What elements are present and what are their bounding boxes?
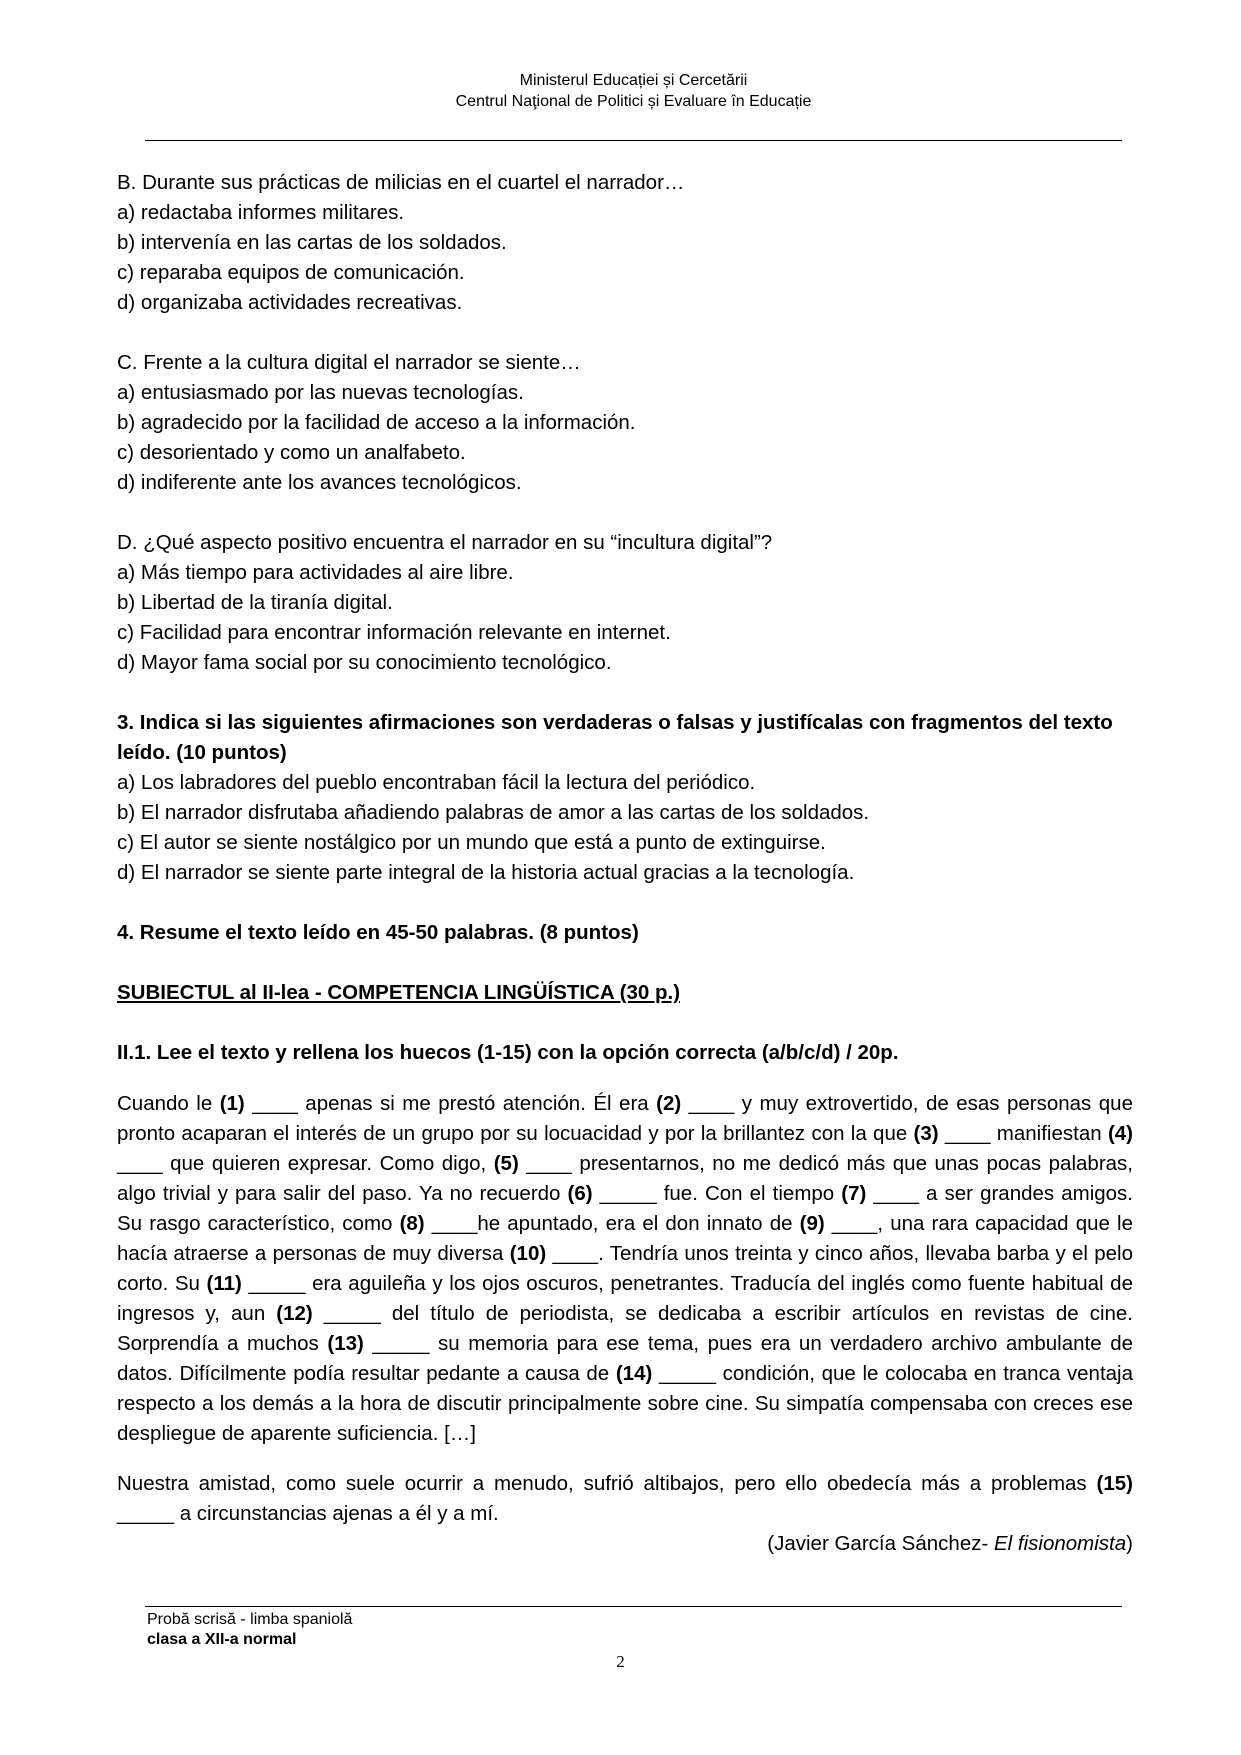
gap-number: (3) — [913, 1121, 939, 1145]
cloze-paragraph-1 — [117, 1089, 1133, 1449]
gap-number: (12) — [276, 1301, 313, 1325]
footer-divider — [145, 1606, 1122, 1607]
question-b-option-d: d) organizaba actividades recreativas. — [117, 291, 463, 314]
cloze-text: ____he apuntado, era el don innato de — [424, 1211, 800, 1235]
question-c-option-c: c) desorientado y como un analfabeto. — [117, 441, 466, 464]
exercise-3-title: 3. Indica si las siguientes afirmaciones son verdaderas o falsas y justifícalas con fragmentos del texto leído. (10 puntos) — [117, 711, 1113, 764]
question-b-option-b: b) intervenía en las cartas de los soldados. — [117, 231, 507, 254]
citation-work: El fisionomista — [994, 1532, 1127, 1555]
gap-number: (9) — [799, 1211, 825, 1235]
cloze-text: ____ que quieren expresar. Como digo, — [117, 1151, 494, 1175]
question-d-option-d: d) Mayor fama social por su conocimiento tecnológico. — [117, 651, 612, 674]
exercise-3-item-a: a) Los labradores del pueblo encontraban fácil la lectura del periódico. — [117, 771, 756, 794]
gap-number: (7) — [841, 1181, 867, 1205]
question-d-option-a: a) Más tiempo para actividades al aire libre. — [117, 561, 514, 584]
header-ministry: Ministerul Educației și Cercetării — [519, 72, 748, 89]
question-c-option-d: d) indiferente ante los avances tecnológicos. — [117, 471, 522, 494]
exercise-2-1 — [117, 1038, 1133, 1559]
cloze-text: ____ manifiestan — [938, 1121, 1108, 1145]
page-number: 2 — [616, 1652, 625, 1671]
gap-number: (14) — [615, 1361, 653, 1385]
exercise-3 — [117, 708, 1133, 888]
question-d-option-b: b) Libertad de la tiranía digital. — [117, 591, 393, 614]
gap-number: (4) — [1107, 1121, 1133, 1145]
cloze-text: Cuando le — [117, 1091, 220, 1115]
exercise-3-item-c: c) El autor se siente nostálgico por un mundo que está a punto de extinguirse. — [117, 831, 826, 854]
cloze-text: ____. Tendría unos treinta y cinco años, llevaba barba y el pelo corto. Su — [117, 1241, 1133, 1295]
exercise-2-1-title: II.1. Lee el texto y rellena los huecos (1-15) con la opción correcta (a/b/c/d) / 20p. — [117, 1041, 899, 1064]
question-c-option-a: a) entusiasmado por las nuevas tecnologías. — [117, 381, 524, 404]
cloze-text: ____ apenas si me prestó atención. Él era — [244, 1091, 657, 1115]
exercise-3-item-d: d) El narrador se siente parte integral de la historia actual gracias a la tecnología. — [117, 861, 855, 884]
cloze-text: ____ a ser grandes amigos. Su rasgo característico, como — [117, 1181, 1133, 1235]
cloze-text: _____ su memoria para ese tema, pues era un verdadero archivo ambulante de datos. Difícilmente podía resultar pedante a causa de — [117, 1331, 1134, 1385]
question-b-option-a: a) redactaba informes militares. — [117, 201, 405, 224]
exercise-4-title: 4. Resume el texto leído en 45-50 palabras. (8 puntos) — [117, 921, 639, 944]
cloze-text: ____ y muy extrovertido, de esas personas que pronto acaparan el interés de un grupo por su locuacidad y por la brillantez con la que — [117, 1091, 1133, 1145]
gap-number: (5) — [493, 1151, 519, 1175]
citation-close: ) — [1126, 1532, 1133, 1555]
cloze-text: _____ era aguileña y los ojos oscuros, penetrantes. Traducía del inglés como fuente habitual de ingresos y, aun — [117, 1271, 1133, 1325]
question-d-stem: D. ¿Qué aspecto positivo encuentra el narrador en su “incultura digital”? — [117, 531, 773, 554]
question-c — [117, 348, 1133, 498]
gap-number: (2) — [656, 1091, 682, 1115]
citation-author: (Javier García Sánchez- — [767, 1532, 994, 1555]
question-c-option-b: b) agradecido por la facilidad de acceso a la información. — [117, 411, 636, 434]
cloze-text: Nuestra amistad, como suele ocurrir a menudo, sufrió altibajos, pero ello obedecía más a problemas — [117, 1472, 1097, 1495]
question-d — [117, 528, 1133, 678]
cloze-paragraph-2 — [117, 1469, 1133, 1529]
cloze-text: ____, una rara capacidad que le hacía atraerse a personas de muy diversa — [117, 1211, 1133, 1265]
cloze-text: _____ a circunstancias ajenas a él y a mí. — [117, 1502, 499, 1525]
question-b-stem: B. Durante sus prácticas de milicias en el cuartel el narrador… — [117, 171, 685, 194]
page-header — [145, 70, 1122, 112]
header-divider — [145, 140, 1122, 141]
question-b — [117, 168, 1133, 318]
gap-number: (8) — [399, 1211, 425, 1235]
subject-2-title: SUBIECTUL al II-lea - COMPETENCIA LINGÜÍSTICA (30 p.) — [117, 981, 681, 1004]
citation — [117, 1529, 1133, 1559]
cloze-text: ____ presentarnos, no me dedicó más que unas pocas palabras, algo trivial y para salir del paso. Ya no recuerdo — [117, 1151, 1133, 1205]
gap-number: (6) — [567, 1181, 593, 1205]
question-b-option-c: c) reparaba equipos de comunicación. — [117, 261, 465, 284]
question-d-option-c: c) Facilidad para encontrar información relevante en internet. — [117, 621, 671, 644]
cloze-text: _____ del título de periodista, se dedicaba a escribir artículos en revistas de cine. Sorprendía a muchos — [117, 1301, 1133, 1355]
footer-class: clasa a XII-a normal — [147, 1631, 297, 1648]
gap-number: (10) — [509, 1241, 547, 1265]
footer-exam: Probă scrisă - limba spaniolă — [147, 1611, 353, 1628]
gap-number: (15) — [1096, 1472, 1133, 1495]
cloze-text: _____ fue. Con el tiempo — [592, 1181, 842, 1205]
gap-number: (13) — [327, 1331, 364, 1355]
cloze-text: _____ condición, que le colocaba en tranca ventaja respecto a los demás a la hora de discutir principalmente sobre cine. Su simpatía compensaba con creces ese despliegue de aparente suficiencia. […] — [117, 1361, 1133, 1445]
gap-number: (11) — [206, 1271, 242, 1295]
page-footer — [147, 1610, 352, 1650]
gap-number: (1) — [219, 1091, 245, 1115]
header-center: Centrul Naţional de Politici și Evaluare în Educație — [455, 93, 812, 110]
exercise-3-item-b: b) El narrador disfrutaba añadiendo palabras de amor a las cartas de los soldados. — [117, 801, 870, 824]
question-c-stem: C. Frente a la cultura digital el narrador se siente… — [117, 351, 581, 374]
page-content — [117, 168, 1133, 1559]
